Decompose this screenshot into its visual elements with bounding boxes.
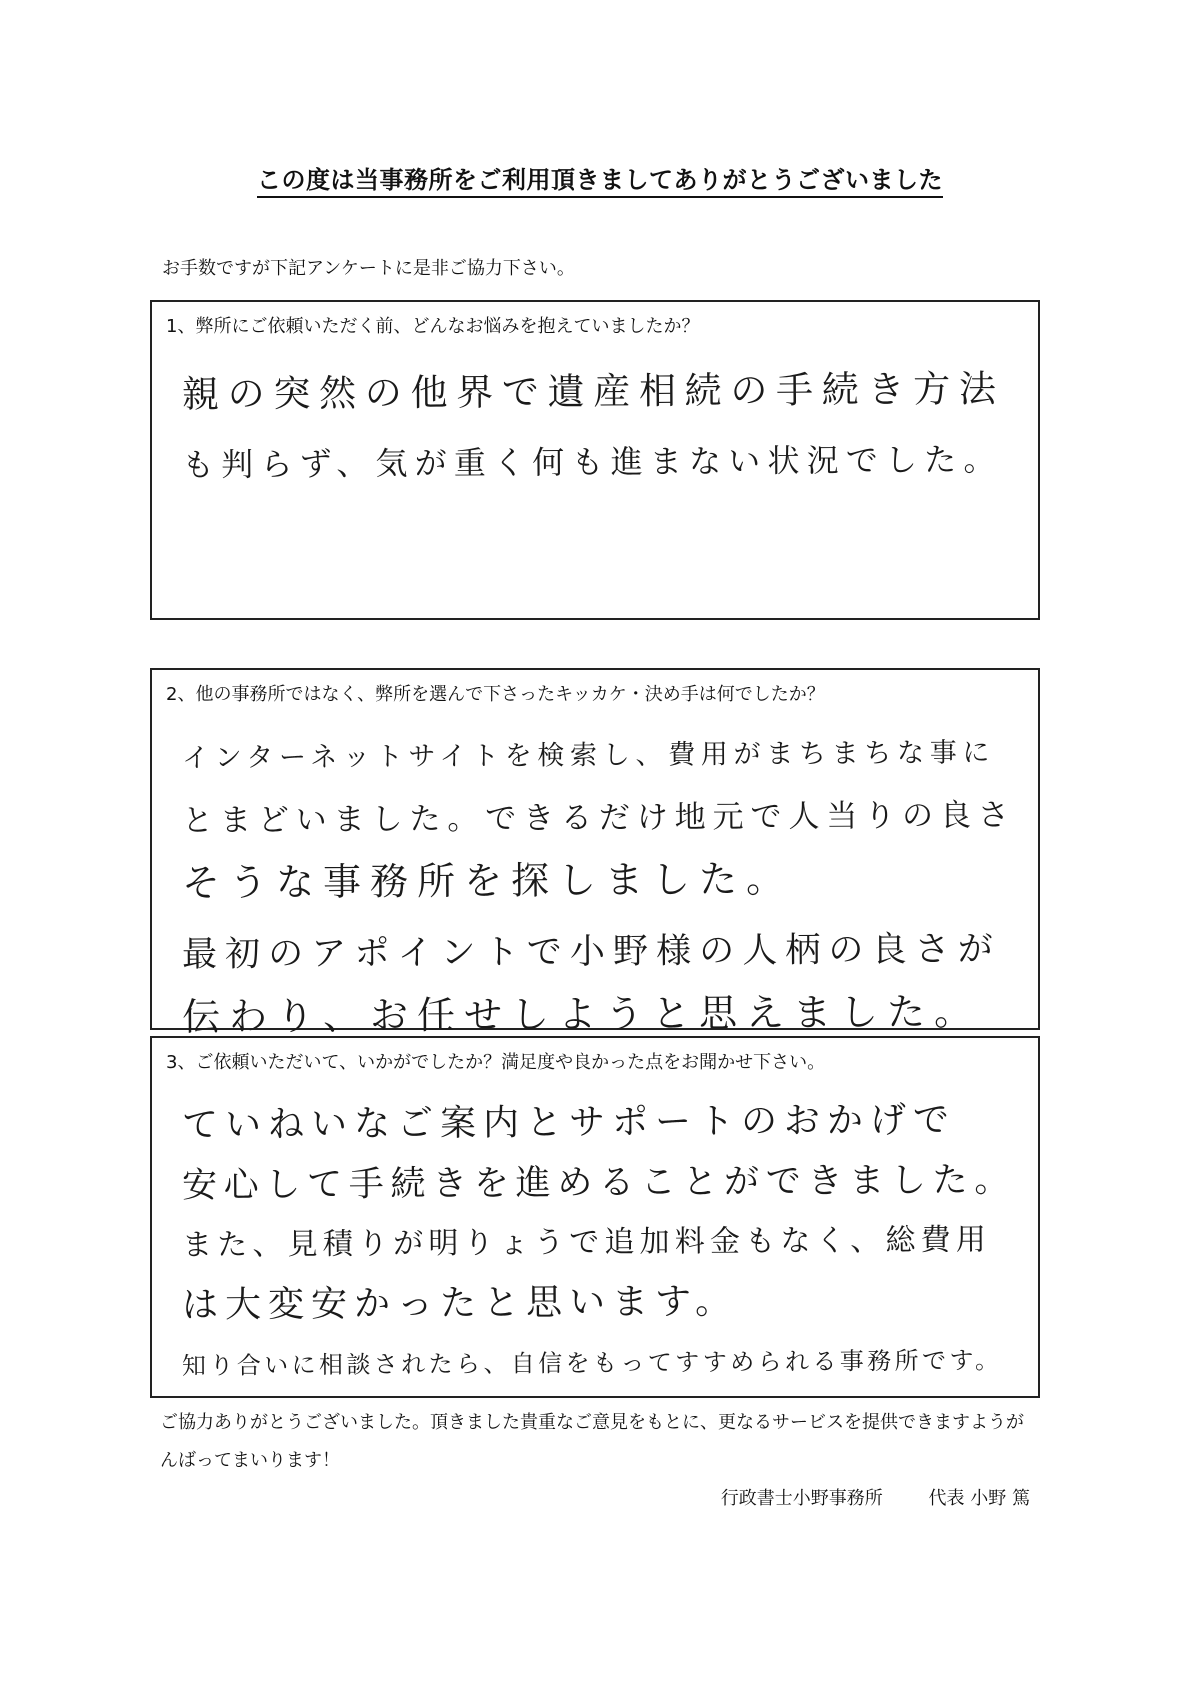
page-title-text: この度は当事務所をご利用頂きましてありがとうございました	[257, 166, 943, 198]
question-box-3	[150, 1036, 1040, 1398]
answer-2-line-2: とまどいました。できるだけ地元で人当りの良さ	[181, 797, 1016, 839]
question-2-answer	[182, 728, 1018, 1048]
question-2-label: 2、他の事務所ではなく、弊所を選んで下さったキッカケ・決め手は何でしたか？	[166, 684, 825, 705]
question-1-answer	[182, 360, 1018, 500]
answer-3-line-4: は大変安かったと思います。	[181, 1281, 739, 1326]
answer-3-line-1: ていねいなご案内とサポートのおかげで	[181, 1099, 957, 1146]
answer-3-line-2: 安心して手続きを進めることができました。	[181, 1160, 1017, 1206]
answer-1-line-1: 親の突然の他界で遺産相続の手続き方法	[181, 367, 1005, 416]
intro-text: お手数ですが下記アンケートに是非ご協力下さい。	[162, 258, 575, 279]
representative-name: 代表 小野 篤	[928, 1488, 1030, 1509]
question-3-label: 3、ご依頼いただいて、いかがでしたか？満足度や良かった点をお聞かせ下さい。	[166, 1052, 826, 1073]
question-box-2	[150, 668, 1040, 1039]
page-title	[0, 160, 1200, 195]
answer-2-line-1: インターネットサイトを検索し、費用がまちまちな事に	[181, 737, 996, 774]
answer-3-line-5: 知り合いに相談されたら、自信をもってすすめられる事務所です。	[181, 1346, 1003, 1380]
answer-1-line-2: も判らず、気が重く何も進まない状況でした。	[181, 440, 1003, 484]
closing-message: ご協力ありがとうございました。頂きました貴重なご意見をもとに、更なるサービスを提供できますようがんばってまいります！	[160, 1412, 1024, 1471]
question-1-label: 1、弊所にご依頼いただく前、どんなお悩みを抱えていましたか？	[166, 316, 700, 337]
question-3-answer	[182, 1096, 1018, 1396]
office-name: 行政書士小野事務所	[720, 1488, 883, 1509]
answer-2-line-3: そうな事務所を探しました。	[181, 856, 794, 905]
answer-2-line-4: 最初のアポイントで小野様の人柄の良さが	[181, 929, 1002, 975]
signature	[721, 1484, 1030, 1510]
question-box-1	[150, 300, 1040, 620]
answer-2-line-5: 伝わり、お任せしようと思えました。	[181, 989, 982, 1039]
answer-3-line-3: また、見積りが明りょうで追加料金もなく、総費用	[181, 1222, 992, 1263]
